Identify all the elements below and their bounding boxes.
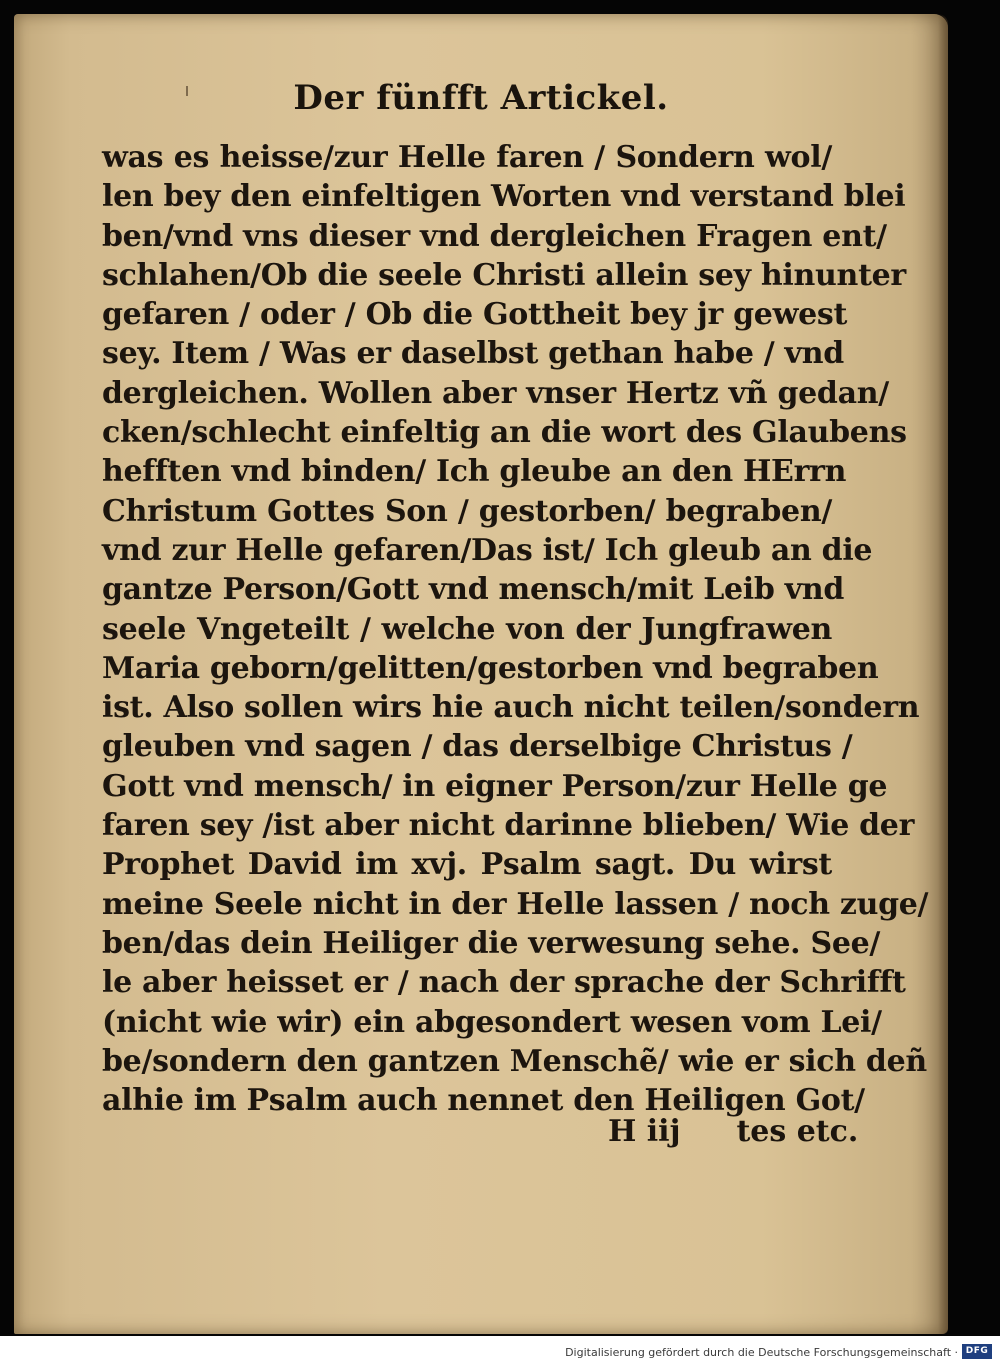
body-text	[102, 138, 929, 1120]
text-line: ben/vnd vns dieser vnd dergleichen Fragen ent/	[102, 218, 887, 254]
text-line: schlahen/Ob die seele Christi allein sey hinunter	[102, 257, 906, 293]
text-line: gleuben vnd sagen / das derselbige Christus /	[102, 729, 853, 765]
page-foot	[608, 1114, 858, 1149]
text-line: was es heisse/zur Helle faren / Sondern wol/	[102, 140, 832, 175]
page-edge-shadow	[938, 14, 948, 1334]
text-line: Maria geborn/gelitten/gestorben vnd begraben	[102, 650, 879, 686]
book-page	[14, 14, 948, 1334]
text-line: vnd zur Helle gefaren/Das ist/ Ich gleub an die	[102, 532, 873, 568]
text-line: ben/das dein Heiliger die verwesung sehe. See/	[102, 925, 881, 961]
text-line: hefften vnd binden/ Ich gleube an den HErrn	[102, 454, 847, 490]
text-line: Christum Gottes Son / gestorben/ begraben/	[102, 493, 832, 529]
text-line: cken/schlecht einfeltig an die wort des Glaubens	[102, 415, 907, 451]
text-line: gantze Person/Gott vnd mensch/mit Leib vnd	[102, 572, 845, 608]
footer-bar	[0, 1336, 1000, 1368]
text-line: Prophet David im xvj. Psalm sagt. Du wirst	[102, 847, 832, 883]
dfg-logo: DFG	[962, 1344, 992, 1359]
text-line: faren sey /ist aber nicht darinne blieben/ Wie der	[102, 808, 915, 844]
footer-credit: Digitalisierung gefördert durch die Deutsche Forschungsgemeinschaft ·	[565, 1346, 958, 1359]
catchword: tes etc.	[736, 1114, 859, 1149]
text-line: seele Vngeteilt / welche von der Jungfrawen	[102, 611, 832, 647]
text-line: be/sondern den gantzen Menschẽ/ wie er sich deñ	[102, 1043, 927, 1079]
running-head: Der fünfft Artickel.	[293, 78, 669, 118]
signature-mark: H iij	[608, 1114, 681, 1149]
text-line: dergleichen. Wollen aber vnser Hertz vñ gedan/	[102, 375, 889, 411]
text-line: meine Seele nicht in der Helle lassen / noch zuge/	[102, 886, 929, 922]
text-line: (nicht wie wir) ein abgesondert wesen vom Lei/	[102, 1004, 882, 1040]
text-line: le aber heisset er / nach der sprache der Schrifft	[102, 965, 906, 1001]
text-line: Gott vnd mensch/ in eigner Person/zur Helle ge	[102, 768, 888, 804]
text-line: len bey den einfeltigen Worten vnd verstand blei	[102, 179, 906, 215]
text-line: alhie im Psalm auch nennet den Heiligen Got/	[102, 1083, 865, 1119]
text-line: sey. Item / Was er daselbst gethan habe / vnd	[102, 336, 844, 372]
text-line: ist. Also sollen wirs hie auch nicht teilen/sondern	[102, 690, 920, 726]
text-line: gefaren / oder / Ob die Gottheit bey jr gewest	[102, 297, 848, 333]
